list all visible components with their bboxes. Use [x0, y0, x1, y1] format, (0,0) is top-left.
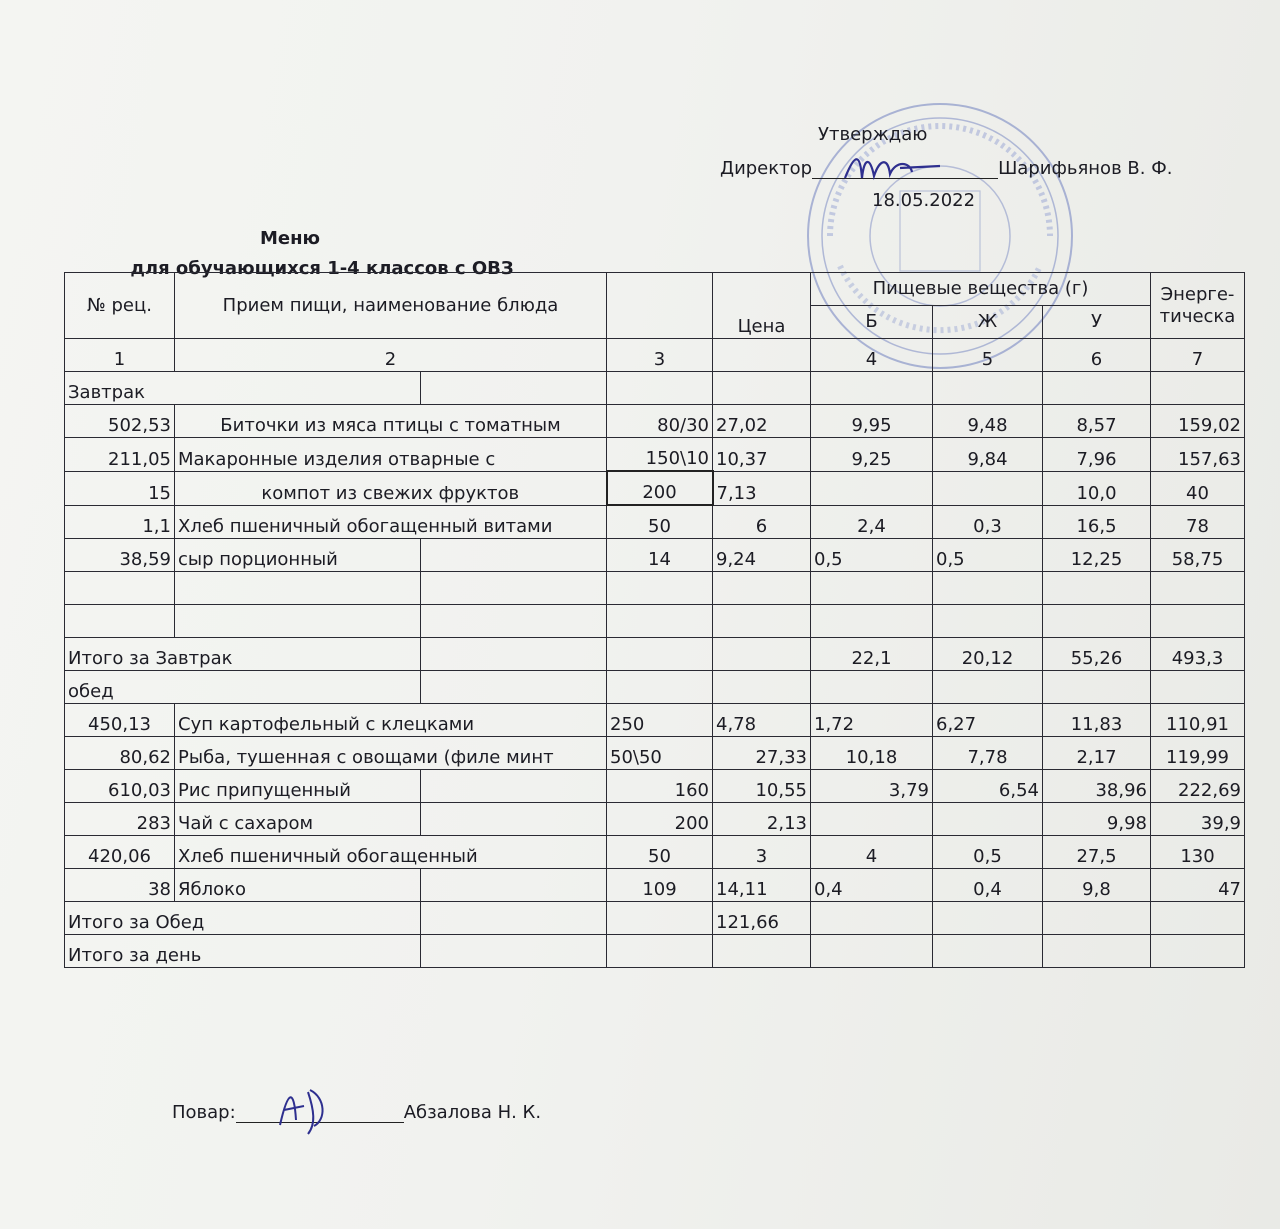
yield-cell: 200	[607, 471, 713, 505]
price-cell: 3	[713, 836, 811, 869]
u-cell: 7,96	[1043, 438, 1151, 472]
b-cell	[811, 803, 933, 836]
cook-signature-line	[172, 1102, 541, 1123]
zh-cell: 0,3	[933, 505, 1043, 539]
zh-cell	[933, 471, 1043, 505]
b-cell	[811, 471, 933, 505]
yield-cell: 109	[607, 869, 713, 902]
header-u: У	[1043, 306, 1151, 339]
total-u: 55,26	[1043, 638, 1151, 671]
zh-cell: 0,4	[933, 869, 1043, 902]
u-cell: 9,98	[1043, 803, 1151, 836]
zh-cell: 0,5	[933, 836, 1043, 869]
dish-cell: Яблоко	[175, 869, 421, 902]
empty-row	[65, 572, 1245, 605]
header-meal: Прием пищи, наименование блюда	[175, 273, 607, 339]
total-b: 22,1	[811, 638, 933, 671]
breakfast-total-row	[65, 638, 1245, 671]
zh-cell: 7,78	[933, 737, 1043, 770]
col-number: 5	[933, 339, 1043, 372]
b-cell: 9,25	[811, 438, 933, 472]
u-cell: 38,96	[1043, 770, 1151, 803]
zh-cell: 6,54	[933, 770, 1043, 803]
b-cell: 0,4	[811, 869, 933, 902]
total-label: Итого за день	[65, 935, 421, 968]
b-cell: 0,5	[811, 539, 933, 572]
table-row	[65, 405, 1245, 438]
yield-cell: 50\50	[607, 737, 713, 770]
yield-cell: 80/30	[607, 405, 713, 438]
dish-cell: компот из свежих фруктов	[175, 471, 607, 505]
price-cell: 2,13	[713, 803, 811, 836]
col-number: 2	[175, 339, 607, 372]
price-cell: 10,37	[713, 438, 811, 472]
u-cell: 27,5	[1043, 836, 1151, 869]
price-cell: 6	[713, 505, 811, 539]
rec-cell: 15	[65, 471, 175, 505]
energy-cell: 110,91	[1151, 704, 1245, 737]
section-label: Завтрак	[65, 372, 421, 405]
rec-cell: 1,1	[65, 505, 175, 539]
energy-cell: 119,99	[1151, 737, 1245, 770]
table-row	[65, 803, 1245, 836]
total-energy: 493,3	[1151, 638, 1245, 671]
b-cell: 3,79	[811, 770, 933, 803]
col-number: 7	[1151, 339, 1245, 372]
energy-cell: 47	[1151, 869, 1245, 902]
col-number: 6	[1043, 339, 1151, 372]
energy-cell: 222,69	[1151, 770, 1245, 803]
menu-table	[64, 272, 1245, 968]
table-row	[65, 869, 1245, 902]
dish-cell: Макаронные изделия отварные с	[175, 438, 607, 472]
table-row	[65, 438, 1245, 472]
table-row	[65, 505, 1245, 539]
menu-title: Меню	[259, 228, 321, 249]
total-label: Итого за Завтрак	[65, 638, 421, 671]
header-price: Цена	[713, 273, 811, 339]
table-row	[65, 539, 1245, 572]
price-cell: 27,02	[713, 405, 811, 438]
u-cell: 11,83	[1043, 704, 1151, 737]
price-cell: 7,13	[713, 471, 811, 505]
b-cell: 1,72	[811, 704, 933, 737]
signature-line	[812, 160, 998, 179]
table-row	[65, 737, 1245, 770]
col-number: 4	[811, 339, 933, 372]
table-row	[65, 704, 1245, 737]
table-row	[65, 471, 1245, 505]
section-row-lunch	[65, 671, 1245, 704]
table-row	[65, 770, 1245, 803]
header-energy: Энерге-тическа	[1151, 273, 1245, 339]
yield-cell: 150\10	[607, 438, 713, 472]
energy-cell: 159,02	[1151, 405, 1245, 438]
rec-cell: 283	[65, 803, 175, 836]
u-cell: 16,5	[1043, 505, 1151, 539]
total-zh: 20,12	[933, 638, 1043, 671]
rec-cell: 38	[65, 869, 175, 902]
price-cell: 9,24	[713, 539, 811, 572]
dish-cell: Биточки из мяса птицы с томатным	[175, 405, 607, 438]
director-label: Директор	[720, 158, 813, 179]
b-cell: 9,95	[811, 405, 933, 438]
dish-cell: Чай с сахаром	[175, 803, 421, 836]
col-number: 1	[65, 339, 175, 372]
b-cell: 4	[811, 836, 933, 869]
dish-cell: Хлеб пшеничный обогащенный витами	[175, 505, 607, 539]
menu-subtitle: для обучающихся 1-4 классов с ОВЗ	[130, 258, 514, 279]
energy-cell: 78	[1151, 505, 1245, 539]
yield-cell: 200	[607, 803, 713, 836]
header-rec-no: № рец.	[65, 273, 175, 339]
price-cell: 10,55	[713, 770, 811, 803]
director-name: Шарифьянов В. Ф.	[998, 158, 1173, 179]
rec-cell: 610,03	[65, 770, 175, 803]
approve-date: 18.05.2022	[872, 190, 976, 211]
price-cell: 14,11	[713, 869, 811, 902]
header-zh: Ж	[933, 306, 1043, 339]
rec-cell: 80,62	[65, 737, 175, 770]
header-nutrients: Пищевые вещества (г)	[811, 273, 1151, 306]
table-row	[65, 836, 1245, 869]
zh-cell	[933, 803, 1043, 836]
total-price: 121,66	[713, 902, 811, 935]
empty-row	[65, 605, 1245, 638]
rec-cell: 211,05	[65, 438, 175, 472]
dish-cell: Рис припущенный	[175, 770, 421, 803]
yield-cell: 250	[607, 704, 713, 737]
section-label: обед	[65, 671, 421, 704]
rec-cell: 450,13	[65, 704, 175, 737]
rec-cell: 420,06	[65, 836, 175, 869]
signature-line	[236, 1104, 404, 1123]
zh-cell: 6,27	[933, 704, 1043, 737]
approve-title: Утверждаю	[818, 124, 928, 145]
zh-cell: 9,84	[933, 438, 1043, 472]
zh-cell: 0,5	[933, 539, 1043, 572]
u-cell: 8,57	[1043, 405, 1151, 438]
b-cell: 2,4	[811, 505, 933, 539]
price-cell: 27,33	[713, 737, 811, 770]
director-line	[720, 158, 1172, 179]
rec-cell: 502,53	[65, 405, 175, 438]
energy-cell: 40	[1151, 471, 1245, 505]
col-number: 3	[607, 339, 713, 372]
u-cell: 12,25	[1043, 539, 1151, 572]
b-cell: 10,18	[811, 737, 933, 770]
rec-cell: 38,59	[65, 539, 175, 572]
energy-cell: 58,75	[1151, 539, 1245, 572]
cook-label: Повар:	[172, 1102, 236, 1123]
u-cell: 2,17	[1043, 737, 1151, 770]
u-cell: 10,0	[1043, 471, 1151, 505]
yield-cell: 160	[607, 770, 713, 803]
dish-cell: сыр порционный	[175, 539, 421, 572]
yield-cell: 50	[607, 836, 713, 869]
energy-cell: 39,9	[1151, 803, 1245, 836]
u-cell: 9,8	[1043, 869, 1151, 902]
header-yield	[607, 273, 713, 339]
lunch-total-row	[65, 902, 1245, 935]
price-cell: 4,78	[713, 704, 811, 737]
cook-name: Абзалова Н. К.	[403, 1102, 542, 1123]
dish-cell: Хлеб пшеничный обогащенный	[175, 836, 607, 869]
energy-cell: 157,63	[1151, 438, 1245, 472]
zh-cell: 9,48	[933, 405, 1043, 438]
day-total-row	[65, 935, 1245, 968]
yield-cell: 14	[607, 539, 713, 572]
dish-cell: Рыба, тушенная с овощами (филе минт	[175, 737, 607, 770]
energy-cell: 130	[1151, 836, 1245, 869]
dish-cell: Суп картофельный с клецками	[175, 704, 607, 737]
total-label: Итого за Обед	[65, 902, 421, 935]
column-numbers-row	[65, 339, 1245, 372]
yield-cell: 50	[607, 505, 713, 539]
section-row-breakfast	[65, 372, 1245, 405]
header-b: Б	[811, 306, 933, 339]
